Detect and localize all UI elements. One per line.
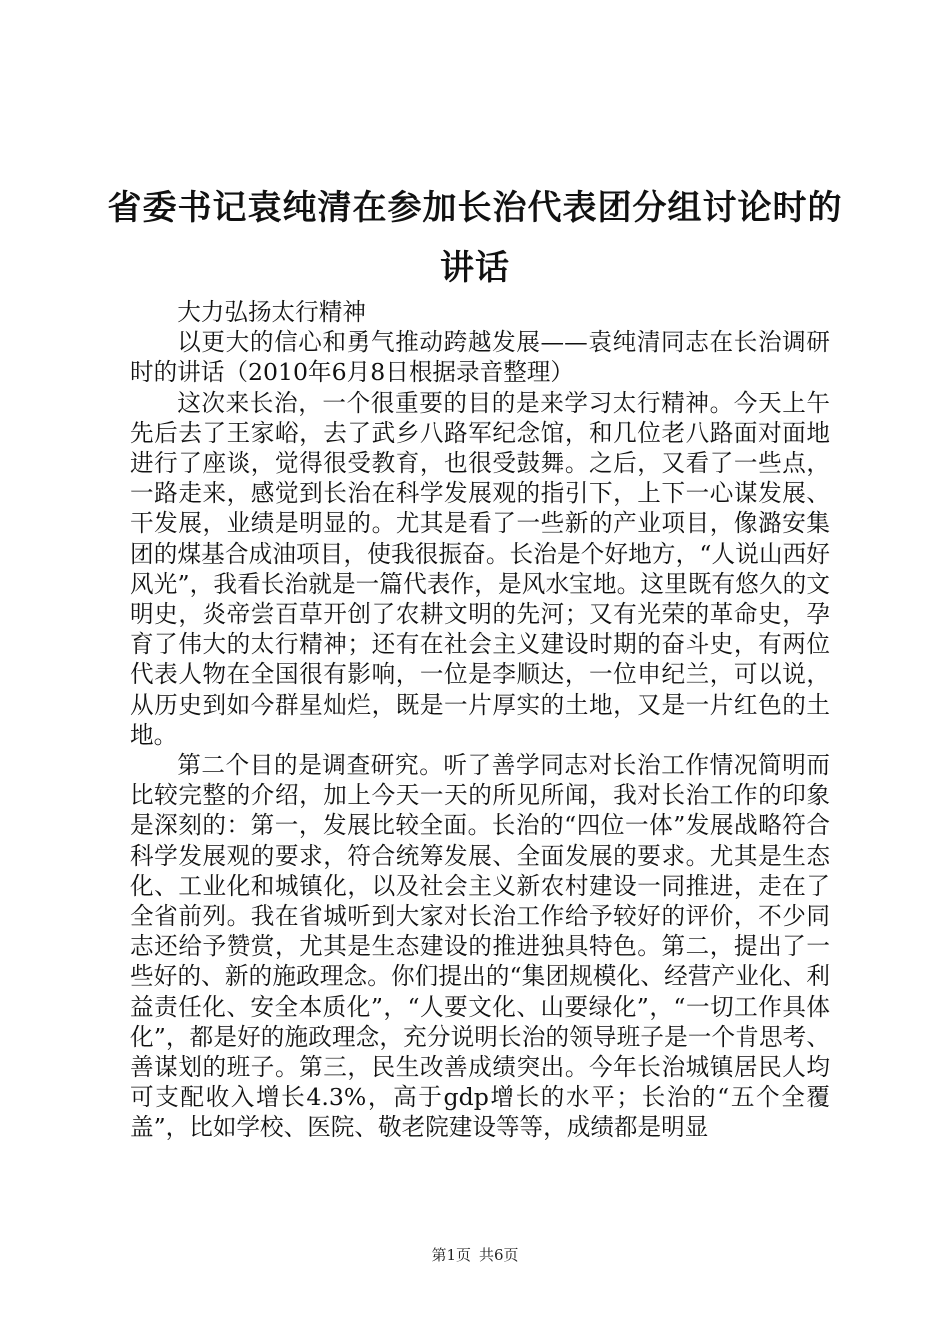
body-paragraph: 第二个目的是调查研究。听了善学同志对长治工作情况简明而比较完整的介绍，加上今天一天的所见所闻，我对长治工作的印象是深刻的：第一，发展比较全面。长治的“四位一体”发展战略符合科学发展观的要求，符合统筹发展、全面发展的要求。尤其是生态化、工业化和城镇化，以及社会主义新农村建设一同推进，走在了全省前列。我在省城听到大家对长治工作给予较好的评价，不少同志还给予赞赏，尤其是生态建设的推进独具特色。第二，提出了一些好的、新的施政理念。你们提出的“集团规模化、经营产业化、利益责任化、安全本质化”，“人要文化、山要绿化”，“一切工作具体化”，都是好的施政理念，充分说明长治的领导班子是一个肯思考、善谋划的班子。第三，民生改善成绩突出。今年长治城镇居民人均可支配收入增长4.3%，高于gdp增长的水平；长治的“五个全覆盖”，比如学校、医院、敬老院建设等等，成绩都是明显 [130, 751, 830, 1142]
subtitle-paragraph: 大力弘扬太行精神 [177, 298, 366, 326]
document-title: 省委书记袁纯清在参加长治代表团分组讨论时的讲话 [107, 188, 843, 288]
speech-heading-paragraph: 以更大的信心和勇气推动跨越发展——袁纯清同志在长治调研时的讲话（2010年6月8日根据录音整理） [130, 328, 830, 387]
page-total: 共6页 [479, 1246, 519, 1264]
document-body [130, 297, 830, 1143]
page-footer [0, 1244, 950, 1265]
body-paragraph: 这次来长治，一个很重要的目的是来学习太行精神。今天上午先后去了王家峪，去了武乡八路军纪念馆，和几位老八路面对面地进行了座谈，觉得很受教育，也很受鼓舞。之后，又看了一些点，一路走来，感觉到长治在科学发展观的指引下，上下一心谋发展、干发展，业绩是明显的。尤其是看了一些新的产业项目，像潞安集团的煤基合成油项目，使我很振奋。长治是个好地方，“人说山西好风光”，我看长治就是一篇代表作，是风水宝地。这里既有悠久的文明史，炎帝尝百草开创了农耕文明的先河；又有光荣的革命史，孕育了伟大的太行精神；还有在社会主义建设时期的奋斗史，有两位代表人物在全国很有影响，一位是李顺达，一位申纪兰，可以说，从历史到如今群星灿烂，既是一片厚实的土地，又是一片红色的土地。 [130, 388, 830, 749]
page-number: 第1页 [431, 1246, 471, 1264]
